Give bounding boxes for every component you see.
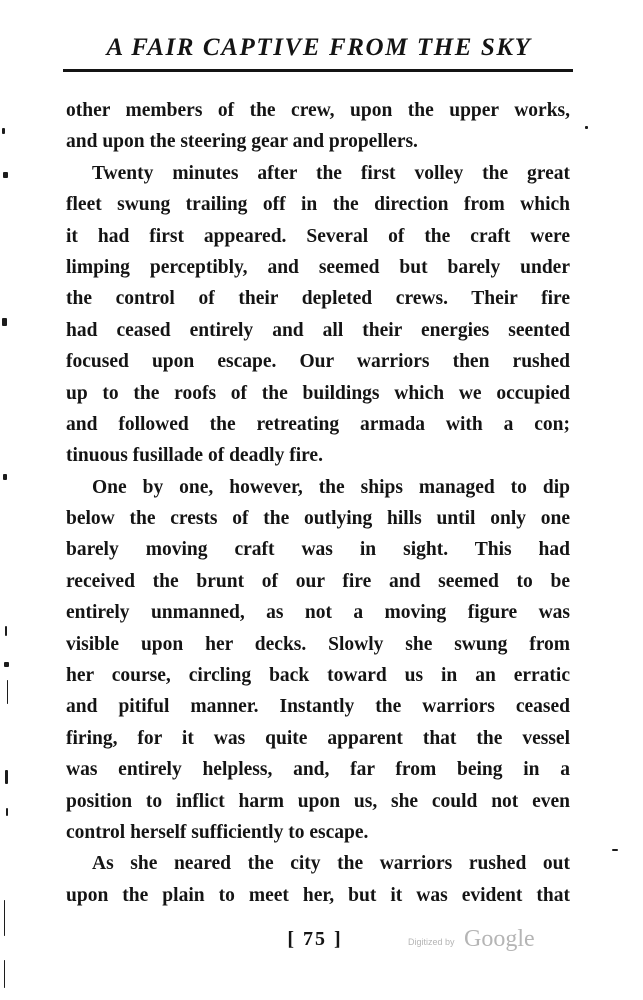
text-line: the control of their depleted crews. Their fire — [66, 288, 570, 310]
scan-speck — [4, 960, 5, 988]
scan-speck — [6, 808, 8, 816]
text-line: up to the roofs of the buildings which we occupied — [66, 382, 570, 404]
header-rule — [63, 69, 573, 72]
text-line: firing, for it was quite apparent that the vessel — [66, 727, 570, 749]
scan-speck — [612, 849, 618, 851]
text-line: her course, circling back toward us in an erratic — [66, 665, 570, 687]
text-line: tinuous fusillade of deadly fire. — [66, 445, 323, 467]
text-line: upon the plain to meet her, but it was evident that — [66, 884, 570, 906]
scan-speck — [4, 662, 9, 667]
watermark-brand: Google — [464, 926, 535, 952]
watermark-digitized-by: Digitized by — [408, 937, 455, 947]
text-line: Twenty minutes after the first volley the great — [92, 162, 570, 184]
scan-speck — [585, 126, 588, 129]
text-line: One by one, however, the ships managed to dip — [92, 476, 570, 498]
scan-speck — [3, 172, 8, 178]
text-line: visible upon her decks. Slowly she swung from — [66, 633, 570, 655]
text-line: barely moving craft was in sight. This had — [66, 539, 570, 561]
text-line: focused upon escape. Our warriors then rushed — [66, 351, 570, 373]
body-text — [66, 95, 570, 911]
scan-speck — [5, 626, 7, 636]
text-line: below the crests of the outlying hills until only one — [66, 508, 570, 530]
scan-speck — [7, 680, 8, 704]
scan-speck — [2, 128, 5, 134]
text-line: As she neared the city the warriors rushed out — [92, 853, 570, 875]
text-line: position to inflict harm upon us, she could not even — [66, 790, 570, 812]
scan-speck — [5, 770, 8, 784]
text-line: and followed the retreating armada with a con; — [66, 413, 570, 435]
text-line: had ceased entirely and all their energies seented — [66, 319, 570, 341]
digitization-watermark — [408, 924, 568, 956]
scan-speck — [4, 900, 5, 936]
text-line: limping perceptibly, and seemed but barely under — [66, 256, 570, 278]
page-number: [ 75 ] — [287, 928, 343, 950]
text-line: was entirely helpless, and, far from being in a — [66, 759, 570, 781]
text-line: entirely unmanned, as not a moving figure was — [66, 602, 570, 624]
text-line: and upon the steering gear and propellers. — [66, 131, 418, 153]
text-line: fleet swung trailing off in the direction from which — [66, 194, 570, 216]
text-line: it had first appeared. Several of the craft were — [66, 225, 570, 247]
scan-speck — [2, 318, 7, 326]
running-head-title: A FAIR CAPTIVE FROM THE SKY — [106, 34, 532, 61]
text-line: received the brunt of our fire and seemed to be — [66, 570, 570, 592]
text-line: other members of the crew, upon the upper works, — [66, 100, 570, 121]
text-line: control herself sufficiently to escape. — [66, 821, 369, 843]
scan-speck — [3, 474, 7, 480]
text-line: and pitiful manner. Instantly the warriors ceased — [66, 696, 570, 718]
